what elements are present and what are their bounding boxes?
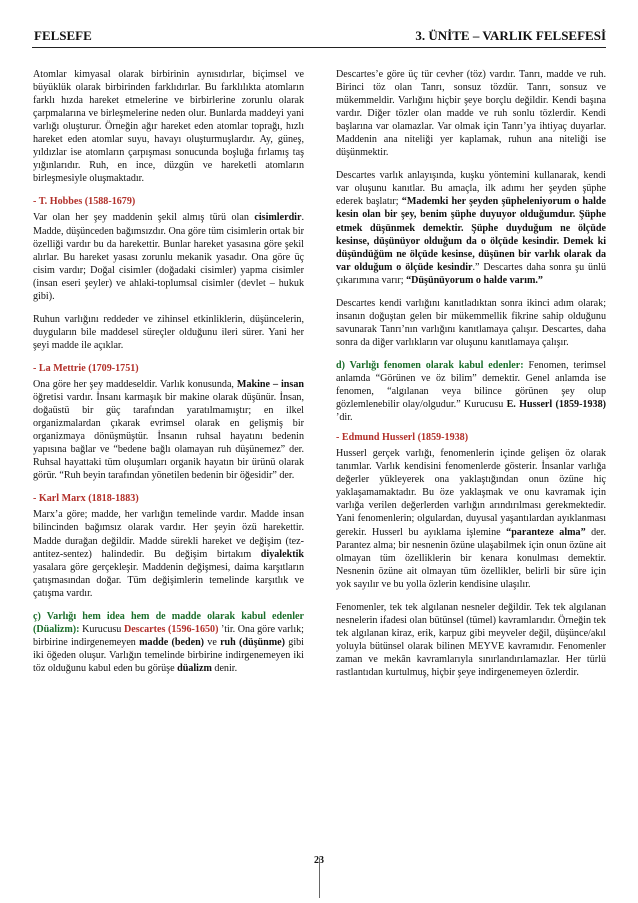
term-makine-insan: Makine – insan <box>236 378 304 390</box>
hobbes-paragraph: Var olan her şey maddenin şekil almış türü olan cisimlerdir. Madde, düşünceden bağımsızdır. Ona göre tüm cisimlerin ortak bir özelliği vardır bu da harekettir. Bunlar hareket yasasına göre şekil alırlar. Bu hareket yasası zorunlu mekanik yasadır. Ona göre üç cisim vardır; Doğal cisimler (doğadaki cisimler) yapma cisimler (insan eseri şeyler) ve ahlaki-toplumsal cisimler (devlet – hukuk gibi). <box>33 212 304 302</box>
page-header <box>32 28 606 48</box>
hobbes-heading: - T. Hobbes (1588-1679) <box>33 196 136 208</box>
ruh-paragraph: Ruhun varlığını reddeder ve zihinsel etkinliklerin, düşüncelerin, duyguların bile maddesel süreçler olduğunu ileri sürer. Yani her şeyi madde ile açıklar. <box>33 313 304 351</box>
doubt-quote: “Mademki her şeyden şüpheleniyorum o halde kesin olan bir şey, benim şüphe duyuyor olduğumdur. Şüphe etmek düşünmek demektir. Şüphe duyduğum ne ölçüde kesinse, düşünüyor olduğum da o ölçüde kesindir. Demek ki düşündüğüm ne ölçüde kesinse, düşünen bir varlık olarak da var olduğum o ölçüde kesindir <box>336 196 606 273</box>
page-number: 23 <box>314 855 324 866</box>
dualism-heading: ç) Varlığı hem idea hem de madde olarak kabul edenler (Düalizm): <box>33 610 304 635</box>
descartes-doubt-paragraph: Descartes varlık anlayışında, kuşku yöntemini kullanarak, kendi var oluşunu kanıtlar. Bu amaçla, ilk adımı her şeyden şüphe ederek başlatır; “Mademki her şeyden şüpheleniyorum o halde kesin olan bir şey, benim şüphe duyuyor olduğumdur. Şüphe etmek düşünmek demektir. Şüphe duyduğum ne ölçüde kesinse, düşünüyor olduğum da o ölçüde kesindir. Demek ki düşündüğüm ne ölçüde kesinse, düşünen bir varlık olarak da var olduğum o ölçüde kesindir.” Descartes daha sonra şu ünlü çıkarımına varır; “Düşünüyorum o halde varım.” <box>336 170 606 286</box>
mettrie-heading: - La Mettrie (1709-1751) <box>33 362 139 374</box>
atom-paragraph: Atomlar kimyasal olarak birbirinin aynısıdırlar, biçimsel ve büyüklük olarak birbirinden farklıdırlar. Bu farklılıkta atomların farklı hızda hareket etmelerine ve birbirlerine zorunlu olarak çarpmalarına ve birleşmelerine neden olur. Bunlarda maddeyi yani varlığı oluşturur. Örneğin ağır hareket eden atomlar toprağı, hızlı hareket eden atomlar suyu, havayı oluşturmuşlardır. Ay, güneş, yıldızlar ise atomların çarpışması sonucunda boşluğa fırlamış taş yığınlarıdır. Ruh, en ince, düzgün ve hareketli atomların birleşmesiyle oluşmaktadır. <box>33 69 304 185</box>
left-column <box>33 68 304 685</box>
header-subject: FELSEFE <box>34 28 92 43</box>
husserl-paragraph: Husserl gerçek varlığı, fenomenlerin içinde gelişen öz olarak tanımlar. Varlık kendisini fenomenlerde gösterir. İnsanlar varlığa değerler yükleyerek ona yaklaştığından onun özüne hiç yaklaşamamaktadır. Bu öze yaklaşmak ve onu kavramak için varlığa verilen değerlerden varlığın arındırılması gerekmektedir. Yani fenomenlerin; olgulardan, duyusal yaşantılardan ayıklanması gerekir. Husserl bu ayıklama işlemine “paranteze alma” der. Parantez alma; bir nesnenin özüne ulaşabilmek için onun özüne ait olmayan tüm özelliklerin bir kenara konulması demektir. Nesnenin özüne ait olmayan tüm özellikler, belirli bir süre için yok sayılır ve bu yolla özlerin kendisine ulaşılır. <box>336 448 606 590</box>
header-unit-title: 3. ÜNİTE – VARLIK FELSEFESİ <box>415 28 606 43</box>
descartes-god-paragraph: Descartes kendi varlığını kanıtladıktan sonra ikinci adım olarak; insanın doğuştan gelen bir mükemmellik fikrine sahip olduğunu savunarak Tanrı’nın varlığını kanıtlamaya çalışır. Descartes, daha sonra da diğer varlıkların var oluşunu kanıtlamaya çalışır. <box>336 297 606 348</box>
dualism-paragraph: ç) Varlığı hem idea hem de madde olarak kabul edenler (Düalizm): Kurucusu Descartes (1596-1650) ’tir. Ona göre varlık; birbirine indirgenemeyen madde (beden) ve ruh (düşünme) gibi iki öğeden oluşur. Varlığın temelinde birbirine indirgenemeyen iki töz olduğunu kabul eden bu görüşe düalizm denir. <box>33 610 304 674</box>
fenomen-detail-paragraph: Fenomenler, tek tek algılanan nesneler değildir. Tek tek algılanan nesnelerin ifadesi olan bütünsel (tümel) kavramlarıdır. Örneğin tek tek algılanan kiraz, erik, karpuz gibi meyveler değil, düşünce/akıl yoluyla bütünsel olarak bilinen MEYVE kavramıdır. Fenomenler zaman ve mekân kavramlarıyla sınırlandırılamazlar. Her türlü rastlantıdan kurtulmuş, hiçbir şeye indirgenemeyen özlerdir. <box>336 601 606 678</box>
marx-heading: - Karl Marx (1818-1883) <box>33 493 139 505</box>
term-dualizm: düalizm <box>177 662 212 674</box>
descartes-name: Descartes (1596-1650) <box>123 623 219 635</box>
term-paranteze-alma: “paranteze alma” <box>506 526 586 538</box>
cogito-quote: “Düşünüyorum o halde varım.” <box>406 274 543 286</box>
husserl-name: E. Husserl (1859-1938) <box>506 399 606 411</box>
fenomen-paragraph: d) Varlığı fenomen olarak kabul edenler: Fenomen, terimsel anlamda “Görünen ve öz bilim” demektir. Genel anlamda ise fenomen, “algılanan veya bilince görünen şey olup gözlemlenebilir olay/olgudur.” Kurucusu E. Husserl (1859-1938) ’dir. <box>336 359 606 424</box>
marx-paragraph: Marx’a göre; madde, her varlığın temelinde vardır. Madde insan bilincinden bağımsız olarak vardır. Her şeyin özü harekettir. Madde durağan değildir. Madde sürekli hareket ve değişim (tez-antitez-sentez) halindedir. Bu değişim birtakım diyalektik yasalara göre gerçekleşir. Maddenin değişmesi, daima karşıtların çatışmasından doğar. Tüm değişimlerin temelinde karşıtlık ve çatışma vardır. <box>33 509 304 599</box>
descartes-substance-paragraph: Descartes’e göre üç tür cevher (töz) vardır. Tanrı, madde ve ruh. Birinci töz olan Tanrı, sonsuz tözdür. Tanrı, sonsuz ve mükemmeldir. Varlığını hiçbir şeye borçlu değildir. Kendi başına vardır. Diğer tözler olan madde ve ruh sonlu tözlerdir. Kendi başlarına var olamazlar. Var olmak için Tanrı’ya ihtiyaç duyarlar. Maddenin ana niteliği yer kaplamak, ruhun ana niteliği ise düşünmektir. <box>336 69 606 159</box>
right-column <box>336 68 606 689</box>
fenomen-heading: d) Varlığı fenomen olarak kabul edenler: <box>336 359 524 371</box>
term-cisimler: cisimlerdir <box>254 212 302 224</box>
mettrie-paragraph: Ona göre her şey maddeseldir. Varlık konusunda, Makine – insan öğretisi vardır. İnsanı karmaşık bir makine olarak düşünür. İnsan, doğaüstü bir güç tarafından yaratılmamıştır; en ilkel organizmalardan çıkarak evrimsel olarak en gelişmiş bir organizmaya dönüşmüştür. İnsanın ruhsal hayatını bedenin yapısına bağlar ve “bedene bağlı olamayan ruh düşünemez” der. Ruhsal hayattaki tüm oluşumları organik hayatın bir ürünü olarak görür. “Ruh beyin tarafından yönetilen bedenin bir öğesidir” der. <box>33 378 304 482</box>
term-diyalektik: diyalektik <box>260 548 304 560</box>
header-rule <box>32 47 606 48</box>
husserl-heading: - Edmund Husserl (1859-1938) <box>336 432 469 444</box>
column-divider <box>319 858 320 898</box>
